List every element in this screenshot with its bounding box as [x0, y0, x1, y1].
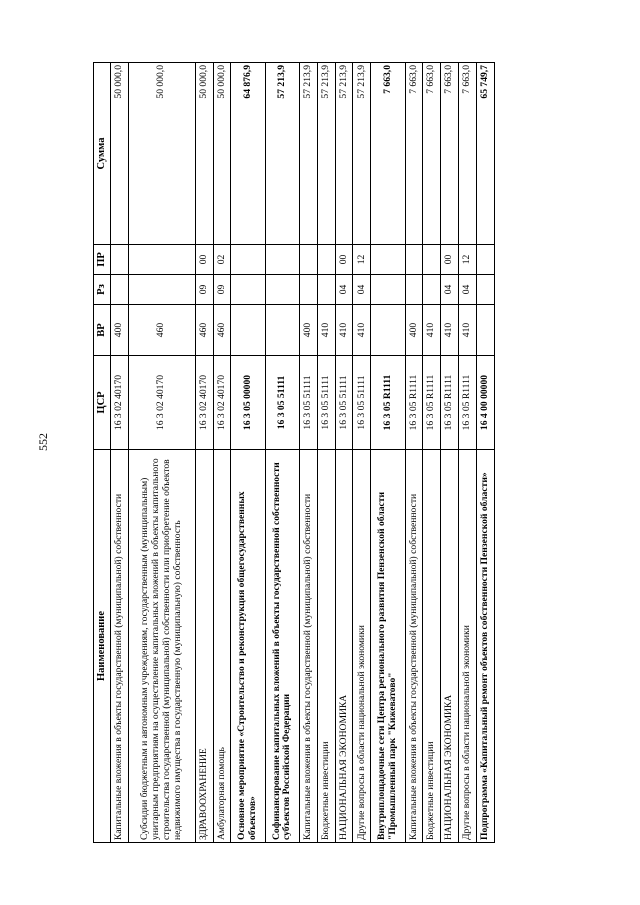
row-vr: 410 [353, 305, 371, 356]
row-sum: 57 213,9 [335, 63, 353, 245]
row-vr: 410 [459, 305, 477, 356]
row-sum: 7 663,0 [423, 63, 441, 245]
row-name: Субсидии бюджетным и автономным учреждениям, государственным (муниципальным) унитарным предприятиям на осуществление капитальных вложений в объекты капитального строительства государственной (муниципальной) собственности или приобретение объектов недвижимого имущества в государственную (муниципальную) собственность [128, 450, 195, 843]
row-sum: 65 749,7 [476, 63, 494, 245]
table-row [111, 63, 129, 843]
row-pr: 00 [335, 245, 353, 275]
row-sum: 57 213,9 [299, 63, 317, 245]
table-row [317, 63, 335, 843]
table-row [213, 63, 231, 843]
row-pr [231, 245, 265, 275]
row-csr: 16 3 02 40170 [128, 356, 195, 450]
row-csr: 16 3 05 R1111 [371, 356, 405, 450]
row-pr [299, 245, 317, 275]
row-rz [231, 275, 265, 305]
row-rz [111, 275, 129, 305]
table-row [371, 63, 405, 843]
row-vr: 460 [213, 305, 231, 356]
row-csr: 16 3 02 40170 [111, 356, 129, 450]
table-row [441, 63, 459, 843]
row-name: Капитальные вложения в объекты государственной (муниципальной) собственности [299, 450, 317, 843]
row-sum: 64 876,9 [231, 63, 265, 245]
row-name: Бюджетные инвестиции [317, 450, 335, 843]
row-pr [476, 245, 494, 275]
header-rz: Рз [94, 275, 111, 305]
row-name: Капитальные вложения в объекты государственной (муниципальной) собственности [405, 450, 423, 843]
row-name: Подпрограмма «Капитальный ремонт объектов собственности Пензенской области» [476, 450, 494, 843]
row-rz [476, 275, 494, 305]
row-vr: 410 [317, 305, 335, 356]
row-vr [476, 305, 494, 356]
header-name: Наименование [94, 450, 111, 843]
table-row [195, 63, 213, 843]
row-rz: 04 [335, 275, 353, 305]
row-sum: 50 000,0 [111, 63, 129, 245]
header-pr: ПР [94, 245, 111, 275]
row-csr: 16 3 05 51111 [353, 356, 371, 450]
row-vr: 410 [441, 305, 459, 356]
row-rz [265, 275, 299, 305]
row-vr: 460 [195, 305, 213, 356]
table-header-row [94, 63, 111, 843]
row-sum: 7 663,0 [441, 63, 459, 245]
row-sum: 50 000,0 [128, 63, 195, 245]
row-rz [317, 275, 335, 305]
table-row [459, 63, 477, 843]
row-name: Капитальные вложения в объекты государственной (муниципальной) собственности [111, 450, 129, 843]
row-name: ЗДРАВООХРАНЕНИЕ [195, 450, 213, 843]
budget-table [93, 62, 495, 843]
row-csr: 16 3 05 51111 [299, 356, 317, 450]
row-rz [128, 275, 195, 305]
row-pr [128, 245, 195, 275]
table-row [299, 63, 317, 843]
row-vr: 400 [299, 305, 317, 356]
row-sum: 50 000,0 [195, 63, 213, 245]
table-row [231, 63, 265, 843]
header-csr: ЦСР [94, 356, 111, 450]
page-number: 552 [36, 433, 50, 451]
row-csr: 16 3 05 R1111 [405, 356, 423, 450]
row-name: Основное мероприятие «Строительство и реконструкция общегосударственных объектов» [231, 450, 265, 843]
row-rz: 04 [353, 275, 371, 305]
budget-table-rotated [93, 63, 495, 843]
row-sum: 57 213,9 [353, 63, 371, 245]
row-vr [371, 305, 405, 356]
row-csr: 16 3 05 R1111 [459, 356, 477, 450]
row-pr [405, 245, 423, 275]
row-csr: 16 3 05 00000 [231, 356, 265, 450]
row-name: Внутриплощадочные сети Центра регионального развития Пензенской области "Промышленный парк "Кижеватово" [371, 450, 405, 843]
row-vr [231, 305, 265, 356]
table-row [128, 63, 195, 843]
row-rz: 09 [213, 275, 231, 305]
row-vr: 400 [405, 305, 423, 356]
row-vr: 460 [128, 305, 195, 356]
row-csr: 16 3 05 51111 [335, 356, 353, 450]
row-sum: 7 663,0 [459, 63, 477, 245]
row-pr: 12 [459, 245, 477, 275]
row-sum: 57 213,9 [265, 63, 299, 245]
row-rz [371, 275, 405, 305]
row-name: Софинансирование капитальных вложений в объекты государственной собственности субъектов Российской Федерации [265, 450, 299, 843]
row-csr: 16 3 05 R1111 [441, 356, 459, 450]
header-vr: ВР [94, 305, 111, 356]
row-vr: 400 [111, 305, 129, 356]
row-pr [111, 245, 129, 275]
table-row [405, 63, 423, 843]
row-sum: 57 213,9 [317, 63, 335, 245]
row-name: НАЦИОНАЛЬНАЯ ЭКОНОМИКА [441, 450, 459, 843]
row-pr [423, 245, 441, 275]
row-csr: 16 3 05 R1111 [423, 356, 441, 450]
header-sum: Сумма [94, 63, 111, 245]
row-vr [265, 305, 299, 356]
row-pr: 02 [213, 245, 231, 275]
table-row [353, 63, 371, 843]
row-vr: 410 [423, 305, 441, 356]
row-csr: 16 3 05 51111 [265, 356, 299, 450]
row-pr [371, 245, 405, 275]
row-vr: 410 [335, 305, 353, 356]
row-csr: 16 4 00 00000 [476, 356, 494, 450]
table-row [335, 63, 353, 843]
table-row [476, 63, 494, 843]
row-name: Амбулаторная помощь [213, 450, 231, 843]
row-pr [265, 245, 299, 275]
row-pr: 00 [441, 245, 459, 275]
row-rz [299, 275, 317, 305]
row-pr: 00 [195, 245, 213, 275]
row-pr [317, 245, 335, 275]
row-name: Другие вопросы в области национальной экономики [353, 450, 371, 843]
row-name: НАЦИОНАЛЬНАЯ ЭКОНОМИКА [335, 450, 353, 843]
row-rz: 04 [459, 275, 477, 305]
row-name: Бюджетные инвестиции [423, 450, 441, 843]
row-sum: 7 663,0 [405, 63, 423, 245]
row-sum: 50 000,0 [213, 63, 231, 245]
row-name: Другие вопросы в области национальной экономики [459, 450, 477, 843]
row-rz [405, 275, 423, 305]
row-csr: 16 3 02 40170 [213, 356, 231, 450]
row-pr: 12 [353, 245, 371, 275]
table-row [265, 63, 299, 843]
row-rz [423, 275, 441, 305]
row-csr: 16 3 02 40170 [195, 356, 213, 450]
row-rz: 04 [441, 275, 459, 305]
row-csr: 16 3 05 51111 [317, 356, 335, 450]
table-row [423, 63, 441, 843]
row-rz: 09 [195, 275, 213, 305]
row-sum: 7 663,0 [371, 63, 405, 245]
